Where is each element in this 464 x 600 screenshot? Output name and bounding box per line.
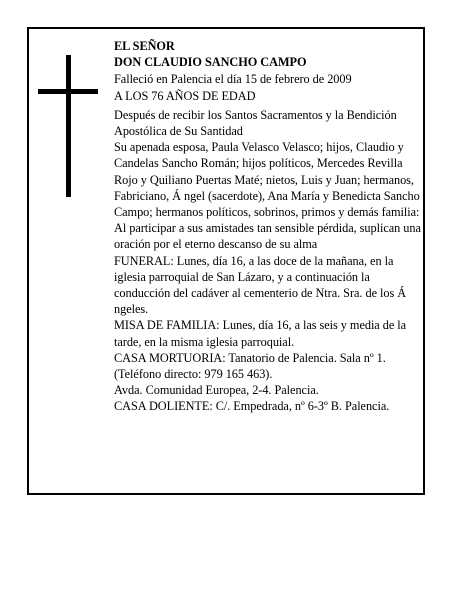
- mourning-house-paragraph: CASA DOLIENTE: C/. Empedrada, nº 6-3º B. Palencia.: [114, 399, 390, 414]
- family-mass-paragraph: MISA DE FAMILIA: Lunes, día 16, a las seis y media de la tarde, en la misma iglesia parroquial.: [114, 318, 407, 349]
- family-paragraph: Su apenada esposa, Paula Velasco Velasco; hijos, Claudio y Candelas Sancho Román; hijos políticos, Mercedes Revilla Rojo y Quiliano Puertas Maté; nietos, Luis y Juan; hermanos, Fabriciano, Á ngel (sacerdote), Ana María y Benedicta Sancho Campo; hermanos políticos, sobrinos, primos y demás familia:: [114, 140, 420, 220]
- age-line: A LOS 76 AÑOS DE EDAD: [114, 88, 256, 103]
- obituary-text: [114, 38, 426, 415]
- cross-horizontal-bar: [38, 89, 98, 94]
- address-paragraph: Avda. Comunidad Europea, 2-4. Palencia.: [114, 383, 319, 398]
- title-line-1: EL SEÑOR: [114, 39, 175, 53]
- prayer-paragraph: Al participar a sus amistades tan sensible pérdida, suplican una oración por el eterno descanso de su alma: [114, 221, 421, 252]
- sacraments-paragraph: Después de recibir los Santos Sacramentos y la Bendición Apostólica de Su Santidad: [114, 107, 397, 139]
- death-line: Falleció en Palencia el día 15 de febrero de 2009: [114, 72, 352, 87]
- cross-vertical-bar: [66, 55, 71, 197]
- mortuary-paragraph: CASA MORTUORIA: Tanatorio de Palencia. Sala nº 1. (Teléfono directo: 979 165 463).: [114, 350, 386, 382]
- cross-icon: [38, 55, 98, 197]
- deceased-name: DON CLAUDIO SANCHO CAMPO: [114, 55, 307, 70]
- funeral-paragraph: FUNERAL: Lunes, día 16, a las doce de la mañana, en la iglesia parroquial de San Lázaro, y a continuación la conducción del cadáver al cementerio de Ntra. Sra. de los Á ngeles.: [114, 253, 407, 317]
